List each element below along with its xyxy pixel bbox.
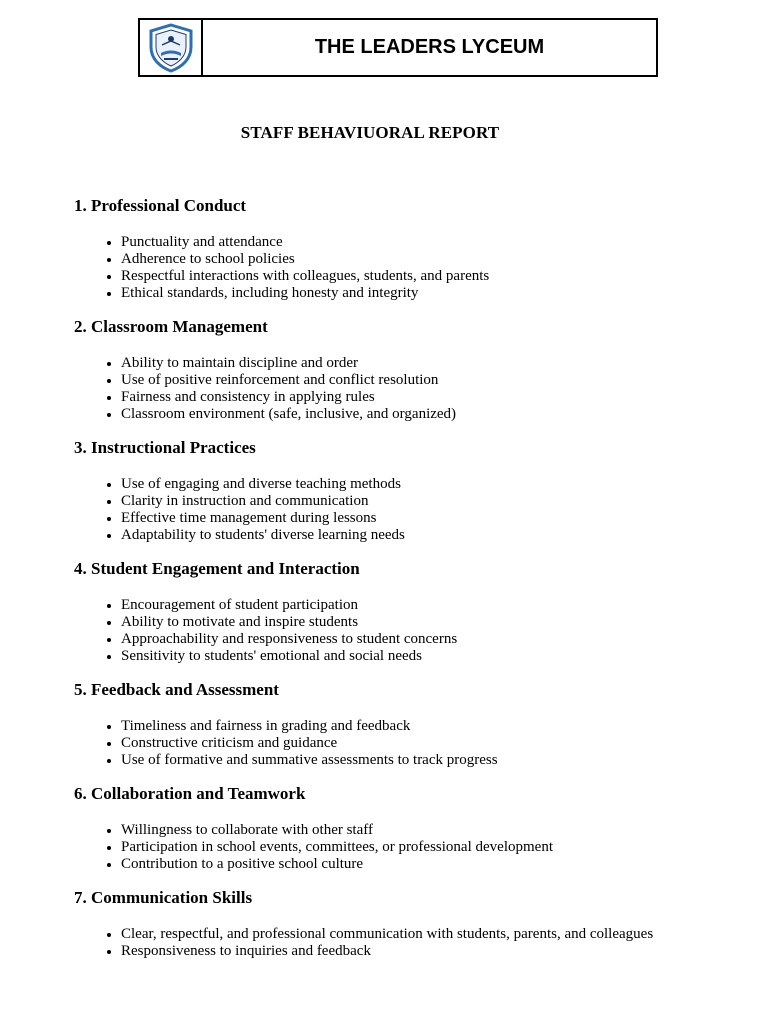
section-heading: 2. Classroom Management — [74, 317, 268, 336]
section-professional-conduct — [74, 195, 734, 302]
list-item: • Constructive criticism and guidance — [121, 735, 734, 752]
section-heading: 1. Professional Conduct — [74, 196, 247, 215]
list-item: • Encouragement of student participation — [121, 597, 734, 614]
report-title: STAFF BEHAVIUORAL REPORT — [240, 123, 500, 142]
list-item: • Timeliness and fairness in grading and feedback — [121, 718, 734, 735]
list-item: • Use of positive reinforcement and conflict resolution — [121, 372, 734, 389]
list-item: • Ability to maintain discipline and order — [121, 355, 734, 372]
list-item: • Use of formative and summative assessments to track progress — [121, 752, 734, 769]
section-classroom-management — [74, 316, 734, 423]
list-item: • Approachability and responsiveness to student concerns — [121, 631, 734, 648]
list-item: • Sensitivity to students' emotional and social needs — [121, 648, 734, 665]
section-heading: 7. Communication Skills — [74, 888, 253, 907]
header-box — [138, 18, 658, 77]
report-content — [74, 195, 734, 974]
section-heading: 3. Instructional Practices — [74, 438, 256, 457]
list-item: • Use of engaging and diverse teaching methods — [121, 476, 734, 493]
list-item: • Effective time management during lessons — [121, 510, 734, 527]
list-item: • Adherence to school policies — [121, 251, 734, 268]
list-item: • Clarity in instruction and communication — [121, 493, 734, 510]
list-item: • Respectful interactions with colleagues, students, and parents — [121, 268, 734, 285]
list-item: • Participation in school events, committees, or professional development — [121, 839, 734, 856]
criteria-list — [74, 597, 734, 665]
criteria-list — [74, 355, 734, 423]
section-student-engagement — [74, 558, 734, 665]
criteria-list — [74, 718, 734, 769]
logo-cell — [140, 20, 203, 75]
section-heading: 6. Collaboration and Teamwork — [74, 784, 306, 803]
list-item: • Punctuality and attendance — [121, 234, 734, 251]
list-item: • Contribution to a positive school culture — [121, 856, 734, 873]
criteria-list — [74, 926, 734, 960]
list-item: • Responsiveness to inquiries and feedback — [121, 943, 734, 960]
section-instructional-practices — [74, 437, 734, 544]
school-crest-icon — [147, 23, 195, 73]
list-item: • Willingness to collaborate with other staff — [121, 822, 734, 839]
criteria-list — [74, 476, 734, 544]
section-heading: 4. Student Engagement and Interaction — [74, 559, 360, 578]
list-item: • Ability to motivate and inspire students — [121, 614, 734, 631]
list-item: • Fairness and consistency in applying rules — [121, 389, 734, 406]
list-item: • Classroom environment (safe, inclusive, and organized) — [121, 406, 734, 423]
school-name: THE LEADERS LYCEUM — [314, 36, 545, 58]
list-item: • Adaptability to students' diverse learning needs — [121, 527, 734, 544]
list-item: • Clear, respectful, and professional communication with students, parents, and colleagues — [121, 926, 734, 943]
section-feedback-assessment — [74, 679, 734, 769]
section-communication-skills — [74, 887, 734, 960]
criteria-list — [74, 822, 734, 873]
section-heading: 5. Feedback and Assessment — [74, 680, 279, 699]
section-collaboration-teamwork — [74, 783, 734, 873]
list-item: • Ethical standards, including honesty and integrity — [121, 285, 734, 302]
criteria-list — [74, 234, 734, 302]
